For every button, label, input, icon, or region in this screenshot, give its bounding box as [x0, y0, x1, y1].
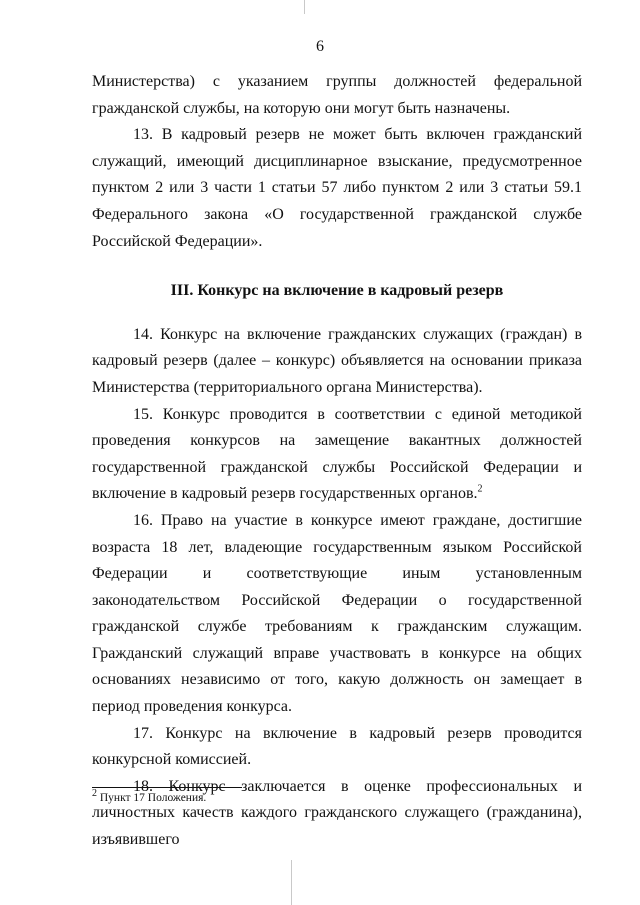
paragraph-14: 14. Конкурс на включение гражданских служащих (граждан) в кадровый резерв (далее – конкурс) объявляется на основании приказа Министерства (территориального органа Министерства).	[92, 325, 582, 396]
page-number: 6	[316, 38, 324, 55]
footnote-reference[interactable]: 2	[477, 483, 483, 495]
footnote-text: Пункт 17 Положения.	[97, 792, 207, 804]
paragraph-18: 18. Конкурс заключается в оценке профессиональных и личностных качеств каждого гражданского служащего (гражданина), изъявившего	[92, 777, 582, 849]
paragraph-15	[92, 402, 582, 508]
paragraph-17: 17. Конкурс на включение в кадровый резерв проводится конкурсной комиссией.	[92, 724, 582, 769]
paragraph-15-text: 15. Конкурс проводится в соответствии с единой методикой проведения конкурсов на замещение вакантных должностей государственной гражданской службы Российской Федерации и включение в кадровый резерв государственных органов.	[92, 405, 582, 503]
paragraph-continuation: Министерства) с указанием группы должностей федеральной гражданской службы, на которую они могут быть назначены.	[92, 73, 582, 117]
scan-mark-bottom	[291, 860, 292, 905]
footnote	[92, 788, 207, 804]
document-body	[92, 69, 582, 854]
paragraph-16: 16. Право на участие в конкурсе имеют граждане, достигшие возраста 18 лет, владеющие государственным языком Российской Федерации и соответствующие иным установленным законодательством Российской Федерации о государственной гражданской службе требованиям к гражданским служащим. Гражданский служащий вправе участвовать в конкурсе на общих основаниях независимо от того, какую должность он замещает в период проведения конкурса.	[92, 511, 582, 716]
section-heading: III. Конкурс на включение в кадровый резерв	[170, 282, 504, 300]
footnote-divider	[92, 787, 242, 788]
paragraph-13: 13. В кадровый резерв не может быть включен гражданский служащий, имеющий дисциплинарное взыскание, предусмотренное пунктом 2 или 3 части 1 статьи 57 либо пунктом 2 или 3 статьи 59.1 Федерального закона «О государственной гражданской службе Российской Федерации».	[92, 126, 582, 250]
scan-mark-top	[304, 0, 305, 14]
footnote-number: 2	[92, 788, 97, 800]
